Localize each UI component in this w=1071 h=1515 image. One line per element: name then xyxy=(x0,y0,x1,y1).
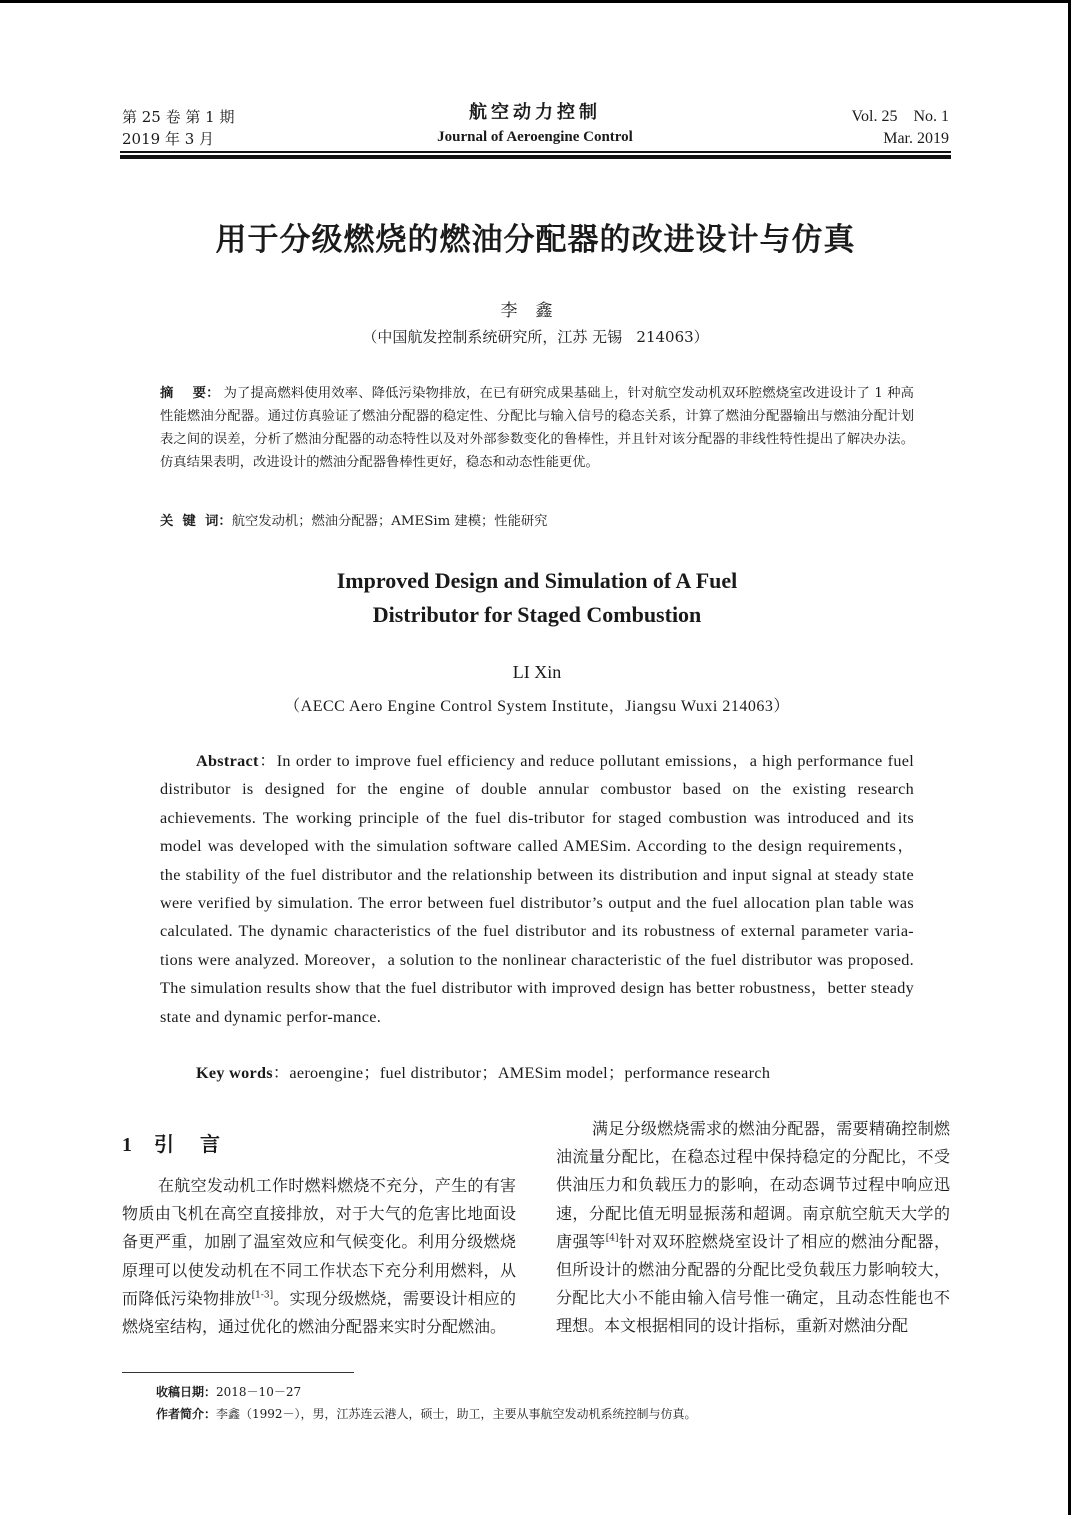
header-date-en: Mar. 2019 xyxy=(883,130,949,147)
body-column-right xyxy=(556,1115,950,1341)
abstract-en xyxy=(160,747,914,1031)
citation-ref: [1-3] xyxy=(251,1290,274,1301)
body-paragraph xyxy=(556,1115,950,1341)
abstract-en-text: ：In order to improve fuel efficiency and reduce pollutant emissions，a high performance fuel distributor is designed for the engine of double annular combustor based on the existing research achievements. The working principle of the fuel dis-tributor for staged combustion was introduced and its model was developed with the simulation software called AMESim. According to the design requirements，the stability of the fuel distributor and the relationship between its distribution and input signal at steady state were verified by simulation. The error between fuel distributor’s output and the fuel allocation plan table was calculated. The dynamic characteristics of the fuel distributor and its robustness of external parameter varia-tions were analyzed. Moreover，a solution to the nonlinear characteristic of the fuel distributor was proposed. The simulation results show that the fuel distributor with improved design has better robustness，better steady state and dynamic perfor-mance. xyxy=(160,752,914,1026)
paper-title-cn: 用于分级燃烧的燃油分配器的改进设计与仿真 xyxy=(215,222,856,258)
body-column-left xyxy=(122,1172,516,1341)
keywords-cn-label: 关 键 词： xyxy=(160,514,232,529)
footnote-received-value: 2018－10－27 xyxy=(216,1385,302,1399)
abstract-en-label: Abstract xyxy=(196,752,259,770)
footnote-received-label: 收稿日期： xyxy=(156,1385,217,1399)
citation-ref: [4] xyxy=(605,1233,619,1244)
keywords-en-text: ：aeroengine；fuel distributor；AMESim model；performance research xyxy=(272,1064,771,1082)
keywords-en-label: Key words xyxy=(196,1064,273,1082)
keywords-en xyxy=(196,1059,916,1087)
header-volume-en: Vol. 25 No. 1 xyxy=(851,108,949,125)
keywords-cn xyxy=(160,510,914,533)
affiliation-cn: （中国航发控制系统研究所，江苏 无锡 214063） xyxy=(362,328,709,346)
section-heading-introduction xyxy=(122,1128,246,1157)
header-issue-cn xyxy=(122,106,234,150)
affiliation-en: （AECC Aero Engine Control System Institute，Jiangsu Wuxi 214063） xyxy=(284,698,790,715)
footnote-rule xyxy=(122,1372,354,1373)
header-issue-en xyxy=(852,106,950,150)
header-journal xyxy=(380,100,690,148)
footnote-author-value: 李鑫（1992－），男，江苏连云港人，硕士，助工，主要从事航空发动机系统控制与仿真。 xyxy=(216,1407,697,1421)
journal-name-en: Journal of Aeroengine Control xyxy=(437,129,633,145)
paper-title-en-line2: Distributor for Staged Combustion xyxy=(372,602,702,627)
body-text: 针对双环腔燃烧室设计了相应的燃油分配器，但所设计的燃油分配器的分配比受负载压力影响较大，分配比大小不能由输入信号惟一确定，且动态性能也不理想。本文根据相同的设计指标，重新对燃油分配 xyxy=(556,1231,950,1336)
author-cn: 李鑫 xyxy=(500,301,571,321)
section-title: 引言 xyxy=(154,1132,246,1156)
header-rule-thick xyxy=(120,155,951,159)
abstract-cn-text: 为了提高燃料使用效率、降低污染物排放，在已有研究成果基础上，针对航空发动机双环腔燃烧室改进设计了 1 种高性能燃油分配器。通过仿真验证了燃油分配器的稳定性、分配比与输入信号的稳态关系，计算了燃油分配器输出与燃油分配计划表之间的误差，分析了燃油分配器的动态特性以及对外部参数变化的鲁棒性，并且针对该分配器的非线性特性提出了解决办法。仿真结果表明，改进设计的燃油分配器鲁棒性更好，稳态和动态性能更优。 xyxy=(160,386,914,470)
header-rule-thin xyxy=(120,151,951,153)
paper-title-en xyxy=(160,564,914,632)
header-volume-cn: 第 25 卷 第 1 期 xyxy=(122,108,235,126)
body-text: 在航空发动机工作时燃料燃烧不充分，产生的有害物质由飞机在高空直接排放，对于大气的危害比地面设备更严重，加剧了温室效应和气候变化。利用分级燃烧原理可以使发动机在不同工作状态下充分利用燃料，从而降低污染物排放 xyxy=(122,1176,516,1308)
journal-name-cn: 航空动力控制 xyxy=(469,102,601,123)
abstract-cn-label: 摘 要： xyxy=(160,386,220,401)
body-paragraph xyxy=(122,1172,516,1341)
body-text: 满足分级燃烧需求的燃油分配器，需要精确控制燃油流量分配比，在稳态过程中保持稳定的分配比，不受供油压力和负载压力的影响，在动态调节过程中响应迅速，分配比值无明显振荡和超调。南京航空航天大学的唐强等 xyxy=(556,1119,950,1251)
header-date-cn: 2019 年 3 月 xyxy=(122,130,215,148)
footnote-author-label: 作者简介： xyxy=(156,1407,217,1421)
footnote-author xyxy=(156,1404,950,1424)
footnote-received xyxy=(156,1382,950,1402)
keywords-cn-text: 航空发动机；燃油分配器；AMESim 建模；性能研究 xyxy=(231,514,548,529)
author-en: LI Xin xyxy=(512,662,562,682)
section-number: 1 xyxy=(122,1134,132,1156)
body-text: 。实现分级燃烧，需要设计相应的燃烧室结构，通过优化的燃油分配器来实时分配燃油。 xyxy=(122,1288,516,1337)
abstract-cn xyxy=(160,382,914,474)
page-border-top xyxy=(0,0,1071,3)
paper-title-en-line1: Improved Design and Simulation of A Fuel xyxy=(336,568,738,593)
